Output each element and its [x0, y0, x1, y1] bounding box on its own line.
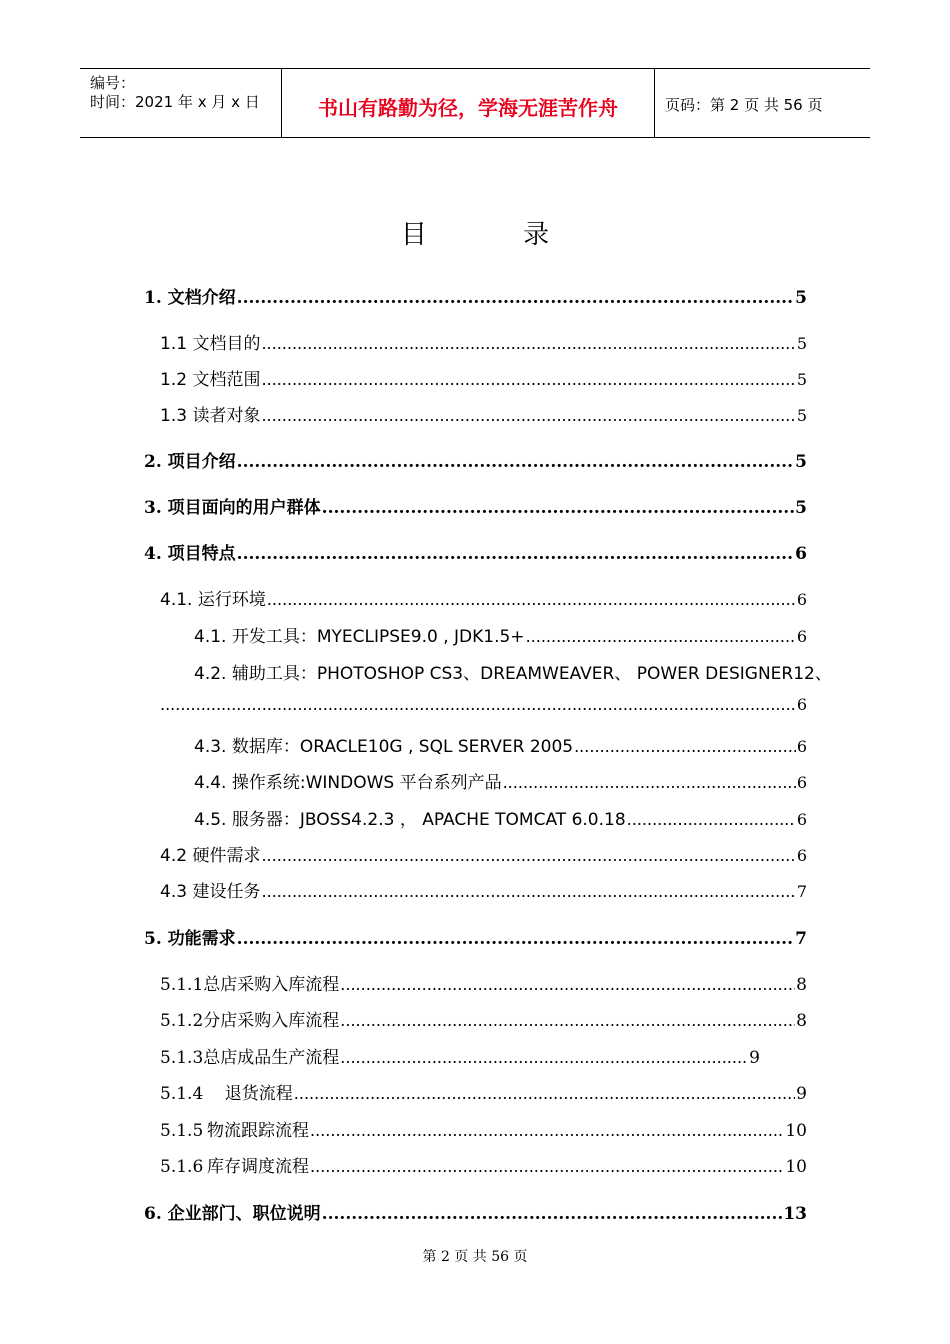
toc-entry[interactable]: [160, 1152, 807, 1180]
page-header: [80, 68, 870, 138]
toc-entry-page: 7: [795, 929, 807, 949]
toc-entry[interactable]: [160, 970, 807, 998]
toc-leader: [261, 370, 795, 389]
toc-entry[interactable]: [144, 1199, 807, 1227]
header-motto-cell: [282, 69, 655, 137]
toc-entry-label: 物流跟踪流程: [207, 1121, 310, 1141]
toc-entry-label: 5. 功能需求: [144, 929, 236, 949]
toc-entry-label: 4.4. 操作系统:WINDOWS 平台系列产品: [194, 773, 502, 793]
toc-entry-page: 6: [796, 627, 807, 646]
toc-entry-page: 8: [796, 975, 807, 995]
toc-entry-page: 6: [796, 773, 807, 792]
toc-entry-label: 6. 企业部门、职位说明: [144, 1204, 321, 1224]
toc-leader: [261, 846, 795, 865]
toc-entry[interactable]: [160, 841, 807, 869]
toc-entry-page: 6: [796, 737, 807, 756]
toc-entry-page: 7: [796, 882, 807, 901]
toc-entry-page: 5: [796, 370, 807, 389]
toc-entry[interactable]: [160, 1079, 807, 1107]
toc-entry-label: 退货流程: [224, 1084, 293, 1104]
toc-leader: [237, 452, 794, 472]
toc-leader: [261, 406, 795, 425]
toc-entry[interactable]: [194, 622, 807, 650]
toc-leader: [267, 590, 796, 609]
toc-entry-label: 4.3 建设任务: [160, 882, 261, 902]
toc-entry-label: 1. 文档介绍: [144, 288, 236, 308]
toc-entry-number: 5.1.5: [160, 1121, 204, 1141]
toc-leader: [574, 737, 796, 756]
toc-entry-page: 6: [796, 810, 807, 829]
toc-entry-label: 分店采购入库流程: [203, 1011, 340, 1031]
toc-leader: [261, 882, 795, 901]
toc-leader: [340, 975, 795, 994]
toc-leader: [237, 929, 794, 949]
toc-entry[interactable]: [160, 1006, 807, 1034]
toc-entry-label: 总店采购入库流程: [203, 975, 340, 995]
toc-leader: [237, 544, 794, 564]
toc-entry-page: 10: [785, 1121, 807, 1141]
toc-leader: [160, 695, 796, 714]
toc-entry[interactable]: [160, 401, 807, 429]
toc-entry[interactable]: [144, 493, 807, 521]
toc-entry-page: 6: [795, 544, 807, 564]
toc-leader: [237, 288, 794, 308]
toc-entry-label: 4.1. 开发工具：MYECLIPSE9.0 , JDK1.5+: [194, 627, 525, 647]
toc-leader: [340, 1011, 795, 1030]
toc-entry-label: 4.3. 数据库：ORACLE10G , SQL SERVER 2005: [194, 737, 574, 757]
toc-entry[interactable]: [194, 768, 807, 796]
toc-entry-number: 5.1.1: [160, 975, 204, 995]
toc-entry[interactable]: [160, 877, 807, 905]
toc-entry[interactable]: [144, 283, 807, 311]
document-number-label: 编号：: [90, 74, 136, 92]
toc-leader: [322, 1204, 783, 1224]
toc-entry-label: 1.1 文档目的: [160, 334, 261, 354]
toc-entry-label: 1.3 读者对象: [160, 406, 261, 426]
header-page-info: 页码：第 2 页 共 56 页: [665, 96, 823, 114]
toc-entry-number: 5.1.3: [160, 1048, 204, 1068]
toc-entry-page: 5: [795, 288, 807, 308]
toc-entry[interactable]: [144, 924, 807, 952]
toc-entry[interactable]: [160, 365, 807, 393]
toc-leader: [526, 627, 796, 646]
toc-entry-page: 6: [796, 846, 807, 865]
toc-entry[interactable]: [144, 539, 807, 567]
toc-entry-page: 9: [749, 1048, 760, 1068]
header-page-cell: [655, 69, 870, 137]
document-time-label: 时间：2021 年 x 月 x 日: [90, 93, 260, 111]
toc-leader: [627, 810, 796, 829]
toc-leader: [294, 1084, 795, 1103]
page-footer: 第 2 页 共 56 页: [422, 1249, 528, 1265]
toc-entry-label: 库存调度流程: [207, 1157, 310, 1177]
toc-entry-continuation[interactable]: [160, 695, 807, 723]
toc-entry-label: 4.1. 运行环境: [160, 590, 266, 610]
toc-entry-page: 10: [785, 1157, 807, 1177]
toc-entry-number: 5.1.4: [160, 1084, 204, 1104]
toc-entry-number: 5.1.2: [160, 1011, 204, 1031]
toc-entry-page: 5: [796, 406, 807, 425]
toc-entry-label: 3. 项目面向的用户群体: [144, 498, 321, 518]
toc-entry[interactable]: [160, 1043, 760, 1071]
toc-entry-page: 5: [796, 334, 807, 353]
toc-entry-label: 总店成品生产流程: [203, 1048, 340, 1068]
toc-entry-page: 13: [783, 1204, 807, 1224]
toc-entry-page: 5: [795, 498, 807, 518]
toc-leader: [340, 1048, 748, 1067]
header-motto: 书山有路勤为径，学海无涯苦作舟: [318, 96, 618, 120]
toc-entry-page: 6: [796, 590, 807, 609]
toc-leader: [310, 1121, 784, 1140]
toc-title: 目 录: [400, 220, 594, 250]
toc-entry-page: 6: [796, 695, 807, 714]
toc-leader: [503, 773, 796, 792]
toc-entry-number: 5.1.6: [160, 1157, 204, 1177]
toc-entry[interactable]: [160, 329, 807, 357]
toc-entry[interactable]: [194, 659, 832, 687]
toc-entry-label: 4.2. 辅助工具：PHOTOSHOP CS3、DREAMWEAVER、 POWER DESIGNER12、: [194, 664, 832, 684]
toc-entry-label: 2. 项目介绍: [144, 452, 236, 472]
toc-entry-page: 8: [796, 1011, 807, 1031]
toc-entry[interactable]: [160, 1116, 807, 1144]
toc-leader: [261, 334, 795, 353]
toc-entry[interactable]: [194, 732, 807, 760]
toc-entry[interactable]: [160, 585, 807, 613]
toc-leader: [322, 498, 794, 518]
toc-entry-label: 1.2 文档范围: [160, 370, 261, 390]
toc-entry-label: 4. 项目特点: [144, 544, 236, 564]
toc-entry-page: 9: [796, 1084, 807, 1104]
toc-leader: [310, 1157, 784, 1176]
toc-entry[interactable]: [194, 805, 807, 833]
toc-entry-label: 4.2 硬件需求: [160, 846, 261, 866]
toc-entry-label: 4.5. 服务器：JBOSS4.2.3 ， APACHE TOMCAT 6.0.18: [194, 810, 626, 830]
header-info-cell: [80, 69, 282, 137]
toc-entry-page: 5: [795, 452, 807, 472]
toc-entry[interactable]: [144, 447, 807, 475]
